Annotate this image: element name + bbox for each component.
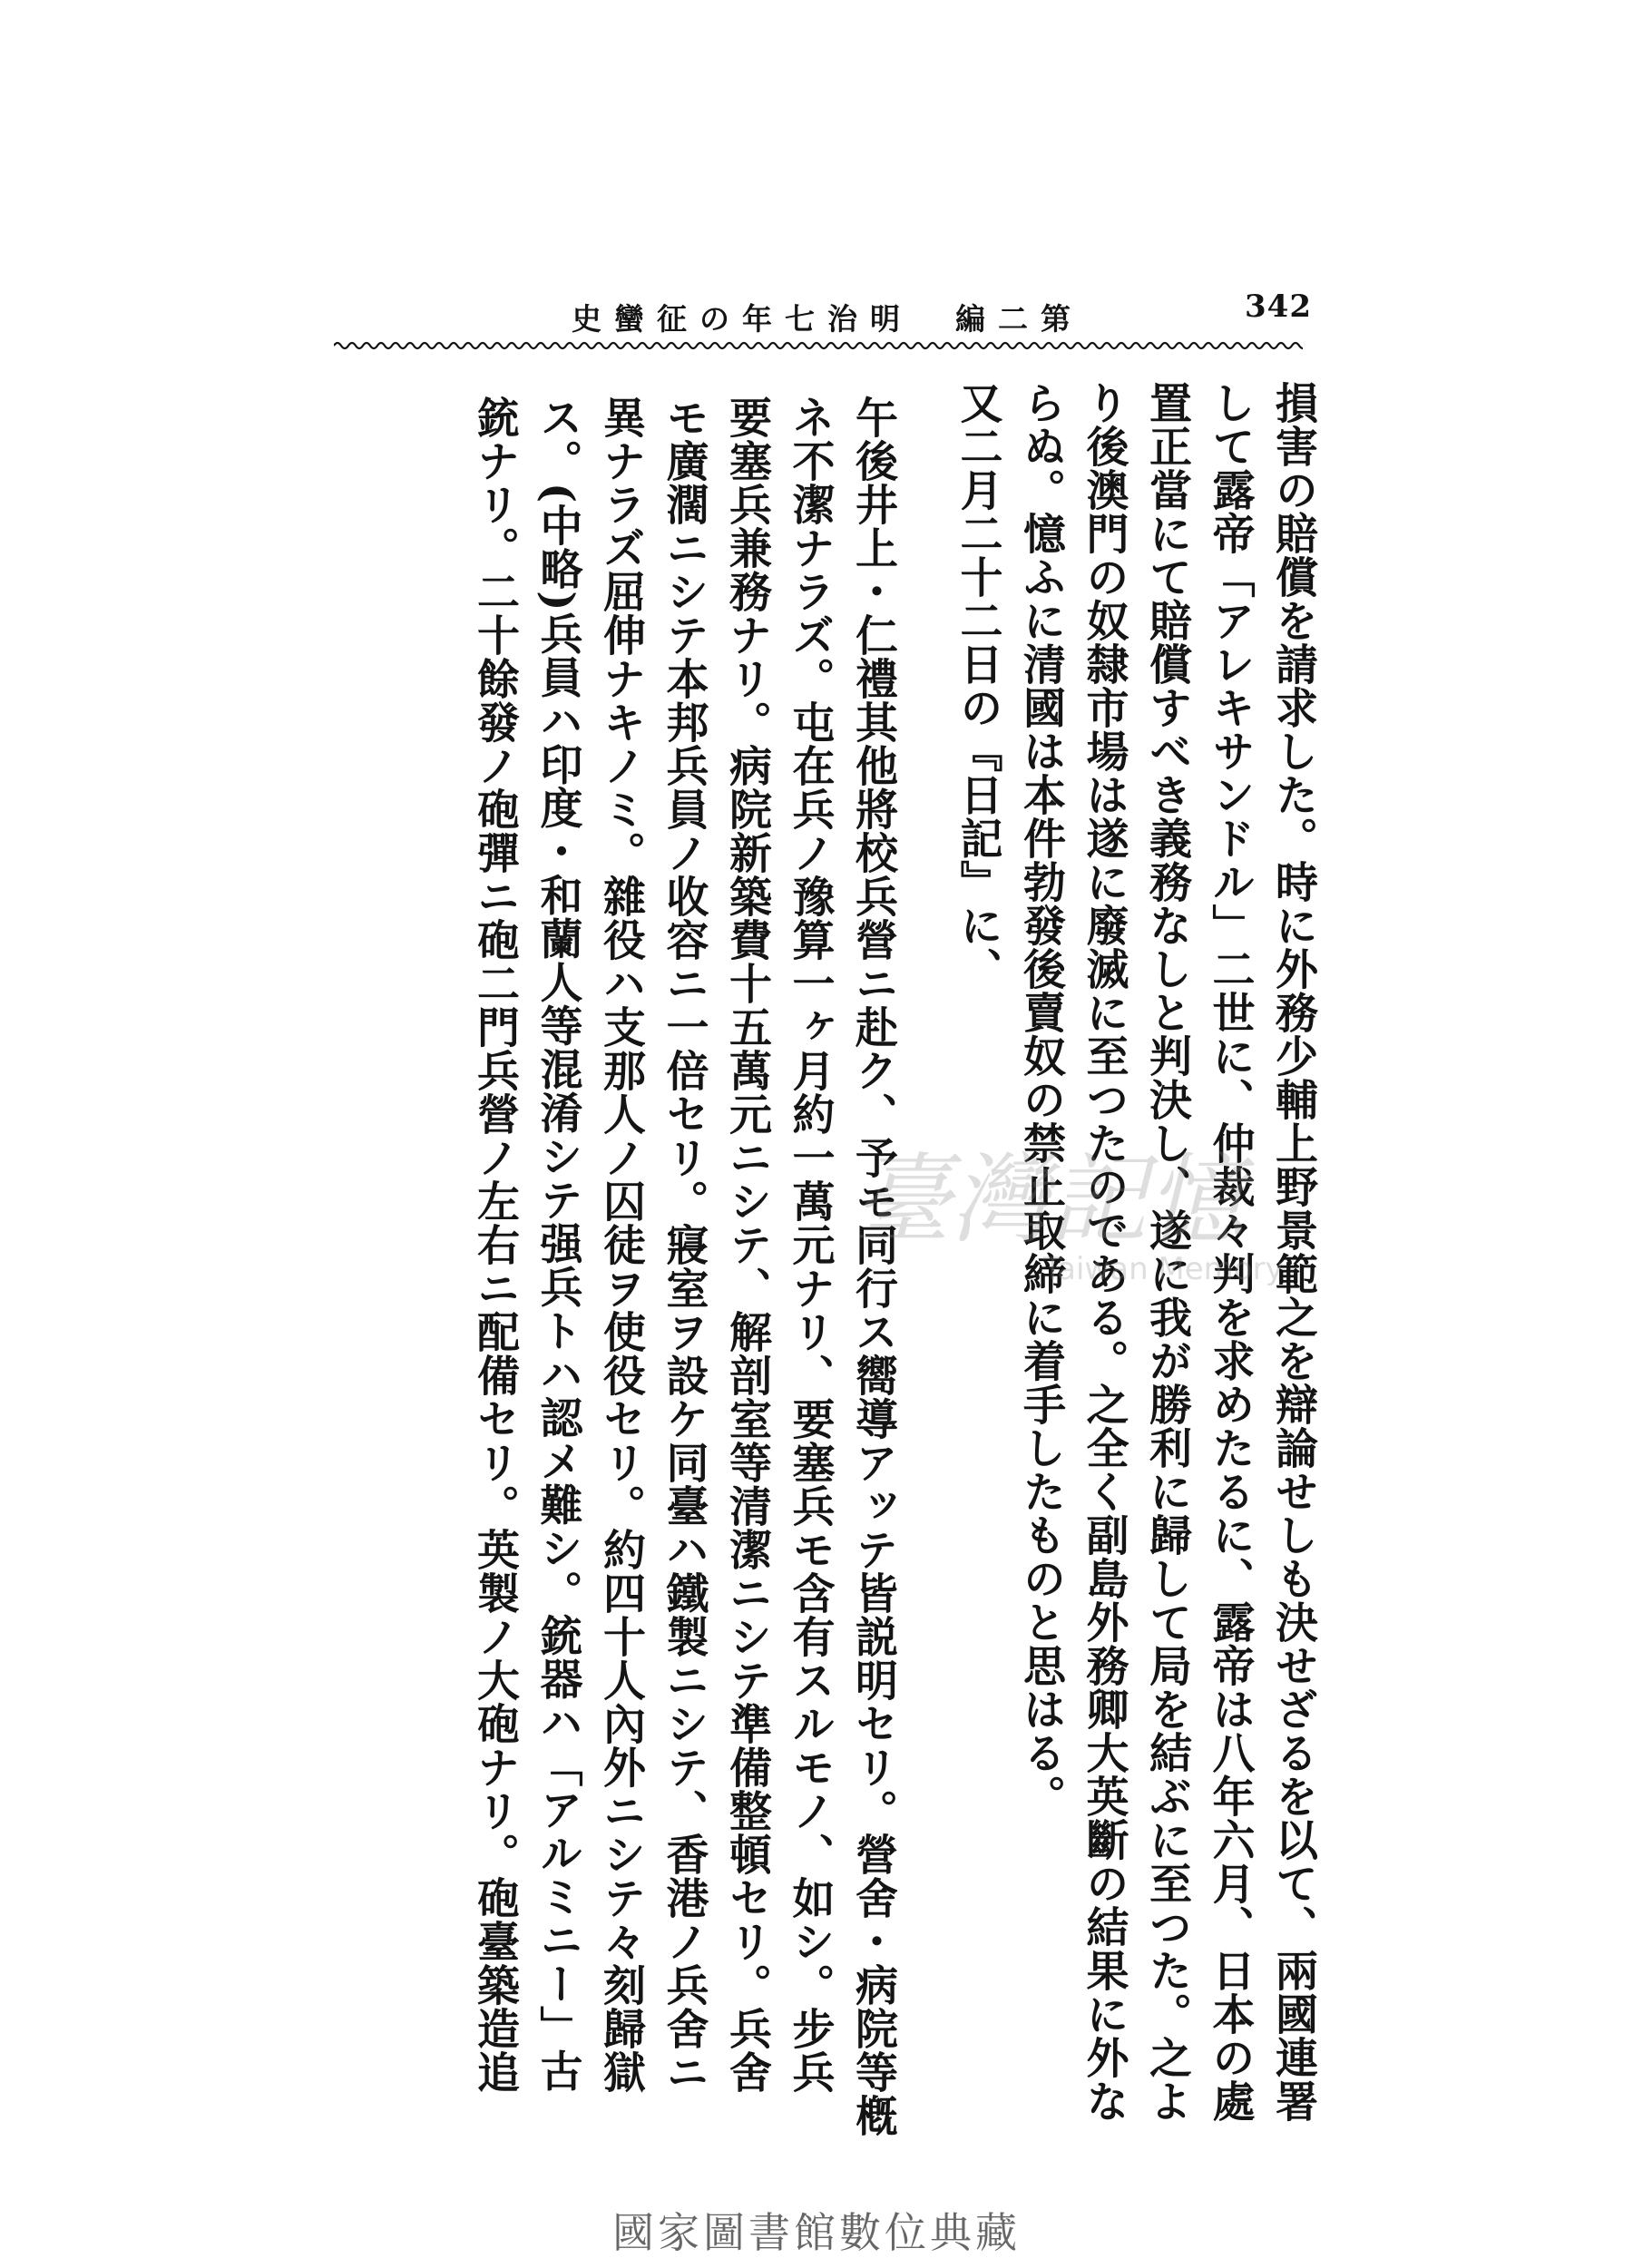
text-column: 損害の賠償を請求した。時に外務少輔上野景範之を辯論せしも決せざるを以て、兩國連署 bbox=[1268, 381, 1318, 2123]
text-column: 置正當にて賠償すべき義務なしと判決し、遂に我が勝利に歸して局を結ぶに至つた。之よ bbox=[1142, 381, 1192, 2123]
quoted-diary-column: モ廣濶ニシテ本邦兵員ノ收容ニ一倍セリ。寢室ヲ設ケ同臺ハ鐵製ニシテ、香港ノ兵舍ニ bbox=[659, 396, 709, 2094]
quoted-diary-column: 銃ナリ。二十餘發ノ砲彈ニ砲二門兵營ノ左右ニ配備セリ。英製ノ大砲ナリ。砲臺築造追 bbox=[470, 396, 520, 2094]
quoted-diary-column: 要塞兵兼務ナリ。病院新築費十五萬元ニシテ、解剖室等清潔ニシテ準備整頓セリ。兵舍 bbox=[722, 396, 772, 2094]
footer-collection-credit: 國家圖書館數位典藏 bbox=[612, 2208, 1021, 2257]
header-wavy-rule bbox=[334, 339, 1303, 352]
quoted-diary-column: ス。(中略)兵員ハ印度・和蘭人等混淆シテ强兵トハ認メ難シ。銃器ハ「アルミニー」古 bbox=[533, 396, 583, 2093]
text-column: らぬ。憶ふに清國は本件勃發後賣奴の禁止取締に着手したものと思はる。 bbox=[1016, 381, 1066, 1818]
svg-text:臺灣記憶: 臺灣記憶 bbox=[853, 1144, 1246, 1257]
taiwan-memory-watermark-logo bbox=[844, 1125, 1315, 1306]
quoted-diary-column: 午後井上・仁禮其他將校兵營ニ赴ク、予モ同行ス嚮導アッテ皆説明セリ。營舍・病院等槪 bbox=[848, 396, 898, 2137]
page-number: 342 bbox=[1245, 288, 1312, 325]
text-column: り後澳門の奴隸市場は遂に廢滅に至つたのである。之全く副島外務卿大英斷の結果に外な bbox=[1079, 381, 1129, 2123]
text-column: して露帝「アレキサンドル」二世に、仲裁々判を求めたるに、露帝は八年六月、日本の處 bbox=[1205, 381, 1256, 2123]
quoted-diary-column: ネ不潔ナラズ。屯在兵ノ豫算一ヶ月約一萬元ナリ、要塞兵モ含有スルモノ、如シ。步兵 bbox=[785, 396, 836, 2094]
running-header-title: 第二編 明治七年の征蠻史 bbox=[572, 301, 1083, 337]
text-column: 又二月二十二日の『日記』に、 bbox=[953, 381, 1003, 991]
svg-text:Taiwan Memory: Taiwan Memory bbox=[1043, 1251, 1284, 1287]
quoted-diary-column: 異ナラズ屈伸ナキノミ。雜役ハ支那人ノ囚徒ヲ使役セリ。約四十人內外ニシテ々刻歸獄 bbox=[596, 396, 646, 2094]
